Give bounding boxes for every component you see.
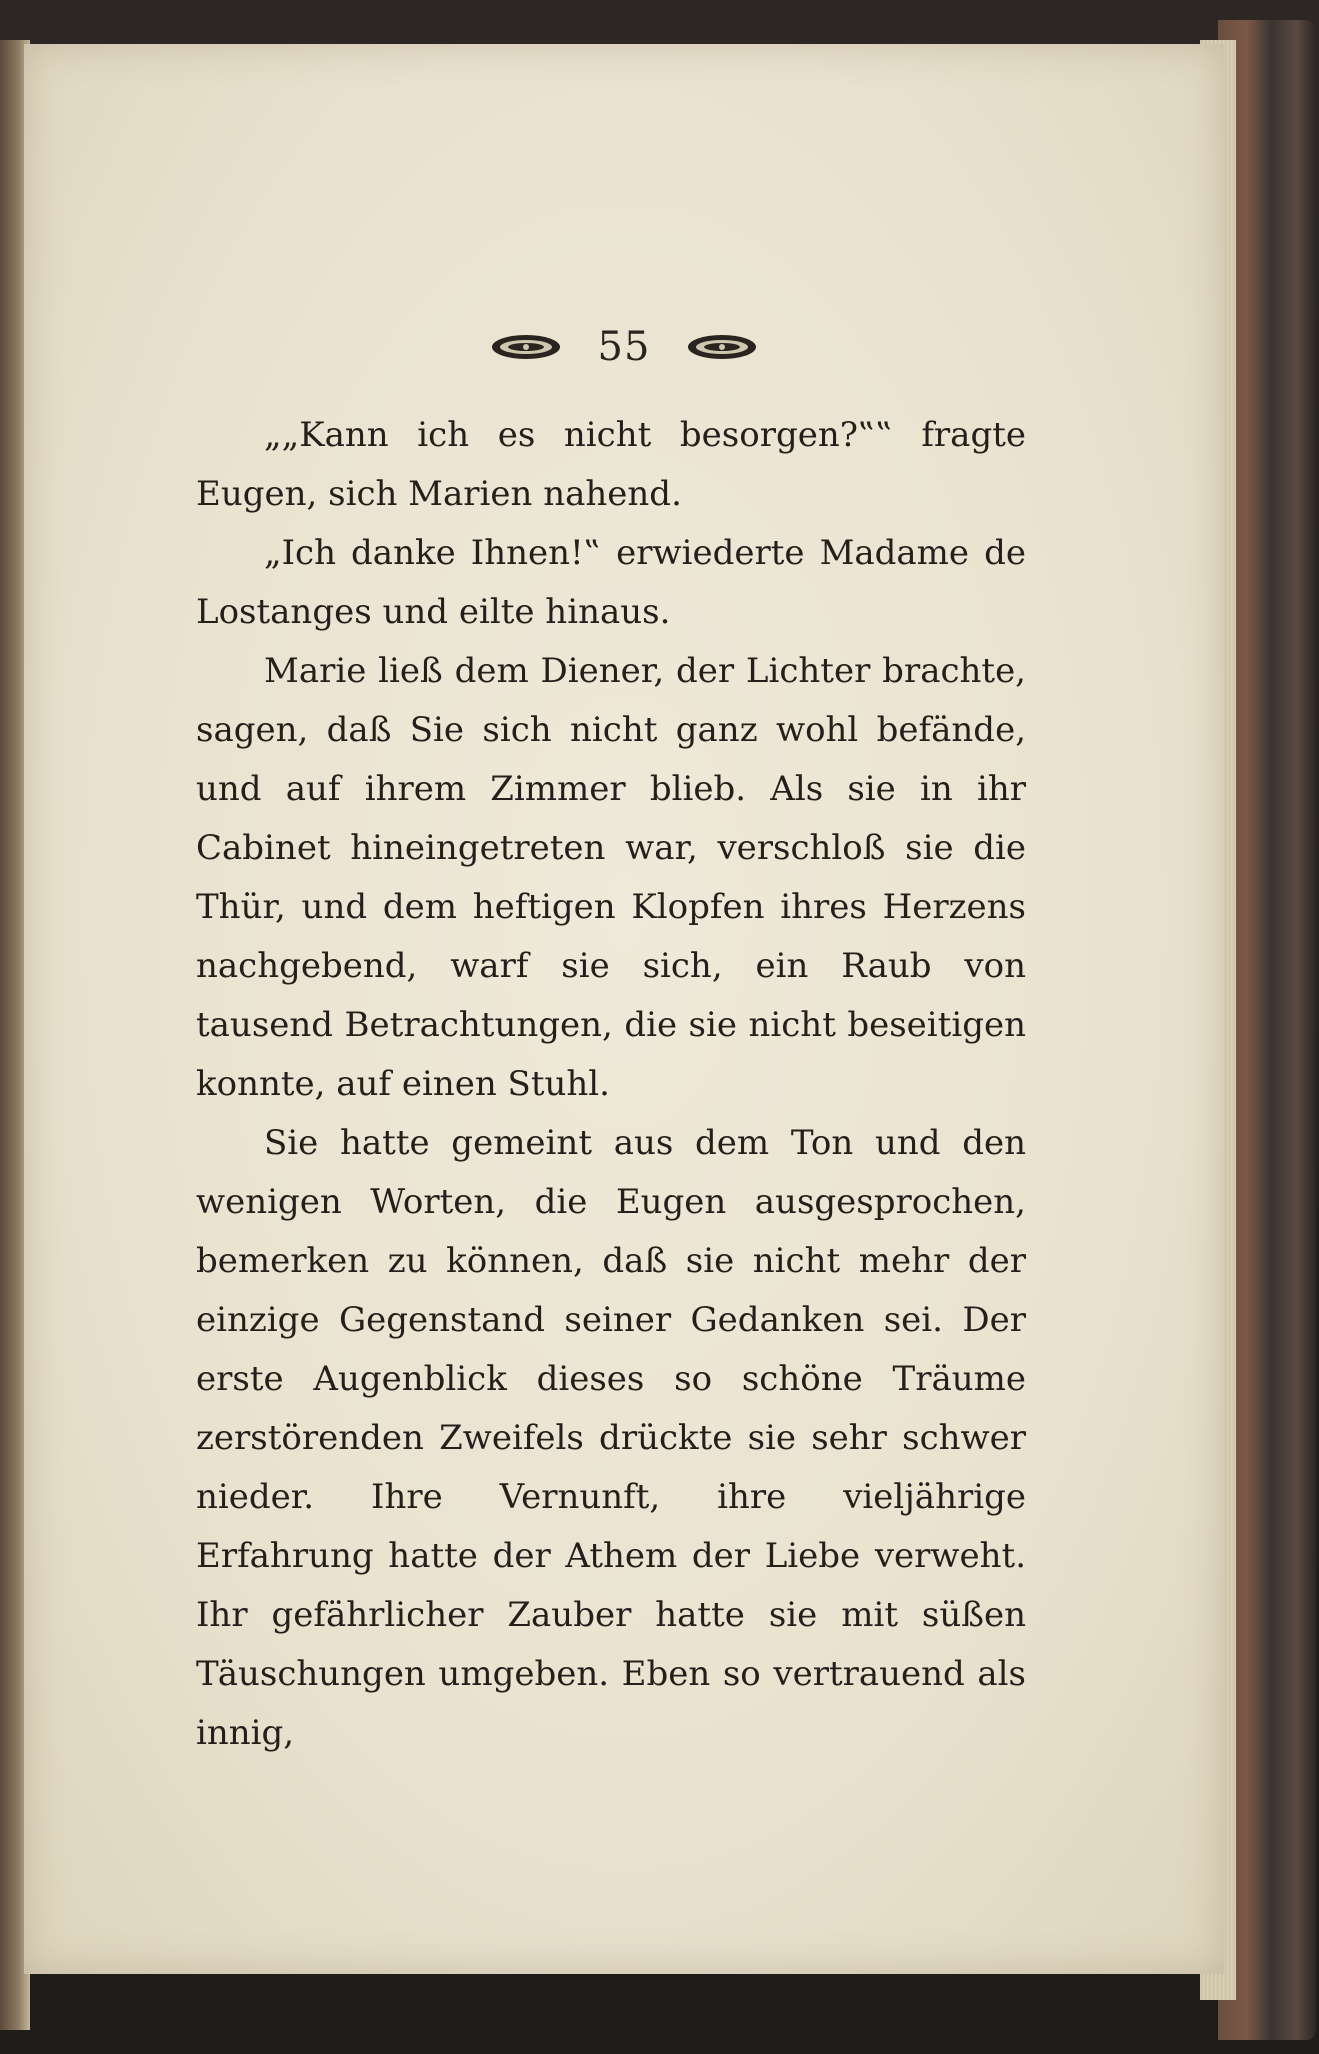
page-number: 55 [597, 324, 651, 370]
paragraph: Sie hatte gemeint aus dem Ton und den wenigen Worten, die Eugen ausgesprochen, bemerken zu können, daß sie nicht mehr der einzige Gegenstand seiner Gedanken sei. Der erste Augenblick dieses so schöne Träume zerstörenden Zweifels drückte sie sehr schwer nieder. Ihre Vernunft, ihre vieljährige Erfahrung hatte der Athem der Liebe verweht. Ihr gefährlicher Zauber hatte sie mit süßen Täuschungen umgeben. Eben so vertrauend als innig, [196, 1123, 1026, 1753]
page-header [24, 312, 1224, 382]
paragraph: Marie ließ dem Diener, der Lichter brachte, sagen, daß Sie sich nicht ganz wohl befände, und auf ihrem Zimmer blieb. Als sie in ihr Cabinet hineingetreten war, verschloß sie die Thür, und dem heftigen Klopfen ihres Herzens nachgebend, warf sie sich, ein Raub von tausend Betrachtungen, die sie nicht beseitigen konnte, auf einen Stuhl. [196, 651, 1026, 1104]
paragraph: „Ich danke Ihnen!‟ erwiederte Madame de Lostanges und eilte hinaus. [196, 533, 1026, 632]
ornament-left-icon [490, 332, 562, 362]
paragraph: „„Kann ich es nicht besorgen?‟‟ fragte Eugen, sich Marien nahend. [196, 415, 1026, 514]
ornament-right-icon [686, 332, 758, 362]
page-body-text [196, 406, 1026, 1763]
book-page [24, 44, 1224, 1974]
